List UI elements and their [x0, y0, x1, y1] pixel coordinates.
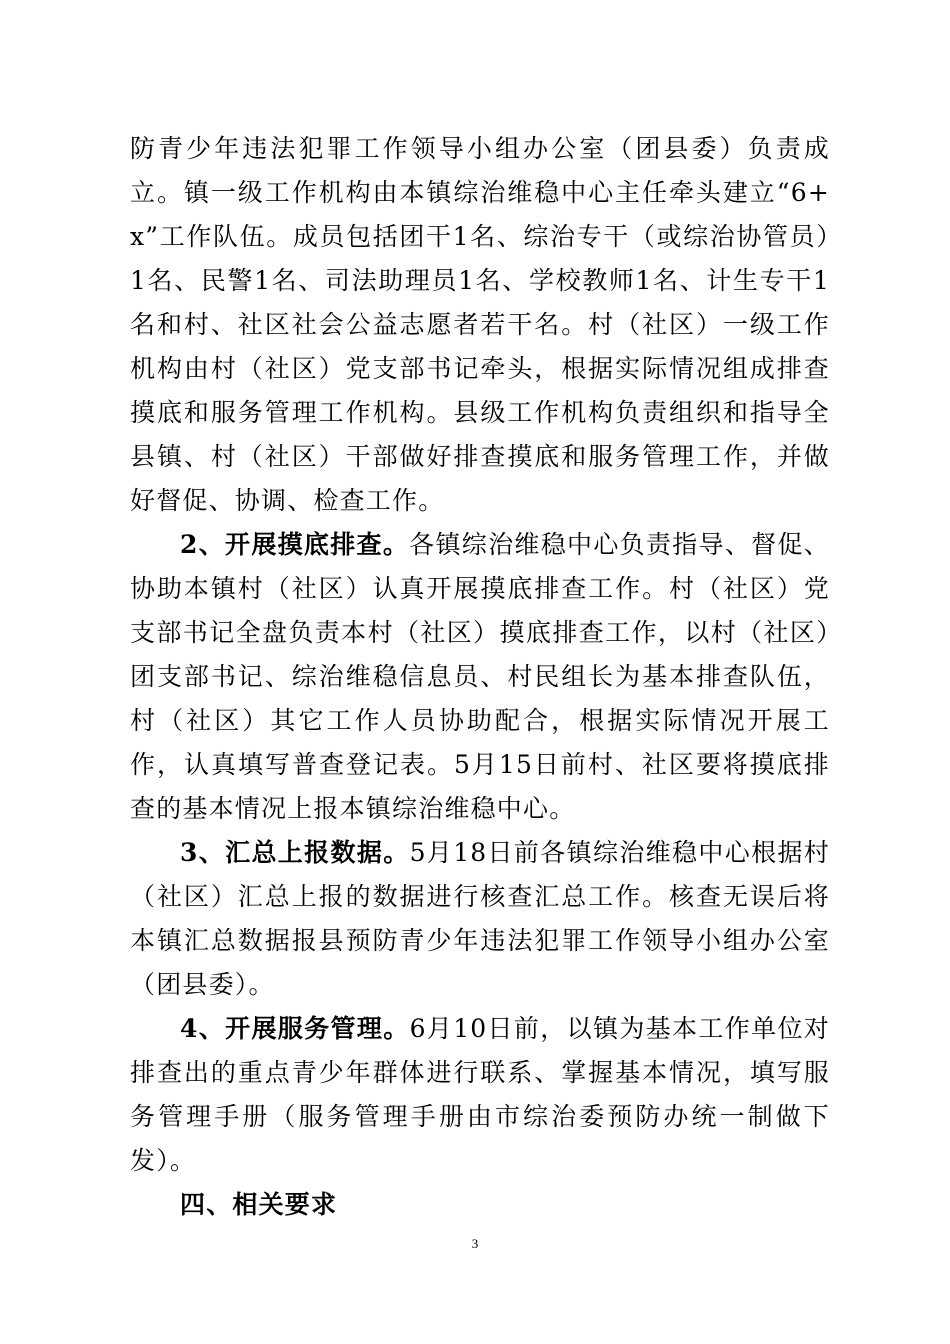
- paragraph-1-text: 防青少年违法犯罪工作领导小组办公室（团县委）负责成立。镇一级工作机构由本镇综治维稳中心主任牵头建立“6+x”工作队伍。成员包括团干1名、综治专干（或综治协管员）1名、民警1名、司法助理员1名、学校教师1名、计生专干1名和村、社区社会公益志愿者若干名。村（社区）一级工作机构由村（社区）党支部书记牵头，根据实际情况组成排查摸底和服务管理工作机构。县级工作机构负责组织和指导全县镇、村（社区）干部做好排查摸底和服务管理工作，并做好督促、协调、检查工作。: [130, 134, 830, 515]
- paragraph-3: [130, 831, 830, 1007]
- page-number: 3: [471, 1236, 479, 1251]
- paragraph-1: [130, 127, 830, 523]
- paragraph-3-text: 5月18日前各镇综治维稳中心根据村（社区）汇总上报的数据进行核查汇总工作。核查无误后将本镇汇总数据报县预防青少年违法犯罪工作领导小组办公室（团县委）。: [130, 838, 830, 999]
- paragraph-2-text: 各镇综治维稳中心负责指导、督促、协助本镇村（社区）认真开展摸底排查工作。村（社区）党支部书记全盘负责本村（社区）摸底排查工作，以村（社区）团支部书记、综治维稳信息员、村民组长为基本排查队伍，村（社区）其它工作人员协助配合，根据实际情况开展工作，认真填写普查登记表。5月15日前村、社区要将摸底排查的基本情况上报本镇综治维稳中心。: [130, 530, 830, 823]
- document-body: [130, 127, 830, 1227]
- paragraph-3-lead: 3、汇总上报数据。: [180, 838, 410, 867]
- paragraph-4-text: 6月10日前，以镇为基本工作单位对排查出的重点青少年群体进行联系、掌握基本情况，填写服务管理手册（服务管理手册由市综治委预防办统一制做下发）。: [130, 1014, 830, 1175]
- paragraph-4: [130, 1007, 830, 1183]
- paragraph-4-lead: 4、开展服务管理。: [180, 1014, 410, 1043]
- paragraph-2-lead: 2、开展摸底排查。: [180, 530, 410, 559]
- paragraph-2: [130, 523, 830, 831]
- section-heading: 四、相关要求: [180, 1190, 338, 1219]
